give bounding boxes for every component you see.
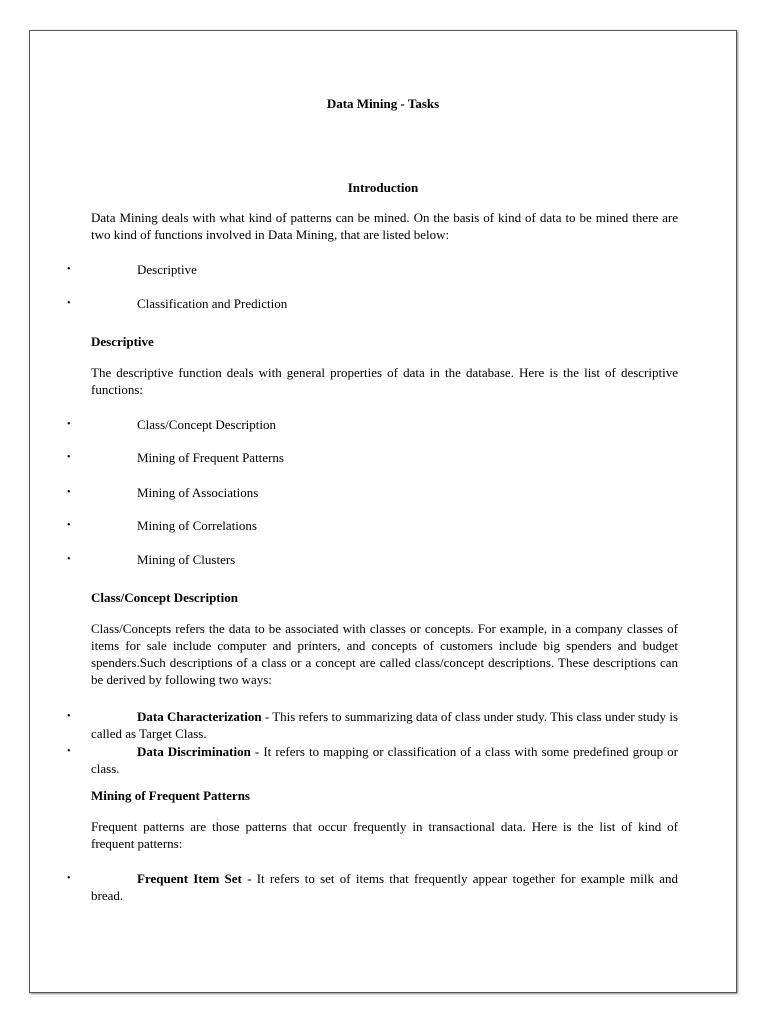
term: Frequent Item Set bbox=[137, 871, 242, 886]
frequent-patterns-paragraph: Frequent patterns are those patterns that occur frequently in transactional data. Here is the list of kind of frequent patterns: bbox=[91, 819, 678, 851]
descriptive-heading: Descriptive bbox=[91, 334, 154, 349]
list-item-text: Mining of Clusters bbox=[137, 552, 236, 567]
list-item-text: Descriptive bbox=[137, 262, 197, 277]
document-content bbox=[30, 31, 736, 992]
frequent-patterns-heading: Mining of Frequent Patterns bbox=[91, 788, 250, 803]
bullet-icon: • bbox=[67, 298, 71, 309]
list-item bbox=[60, 870, 678, 904]
bullet-icon: • bbox=[67, 873, 71, 884]
bullet-icon: • bbox=[67, 452, 71, 463]
bullet-icon: • bbox=[67, 746, 71, 757]
term-description: - It refers to mapping or classification of a class with some predefined group or class. bbox=[91, 744, 678, 776]
term-description: - This refers to summarizing data of class under study. This class under study is called as Target Class. bbox=[91, 709, 678, 741]
term-description: - It refers to set of items that frequently appear together for example milk and bread. bbox=[91, 871, 678, 903]
document-title: Data Mining - Tasks bbox=[326, 96, 440, 111]
bullet-icon: • bbox=[67, 264, 71, 275]
list-item-text: Class/Concept Description bbox=[137, 417, 277, 432]
list-item-text: Classification and Prediction bbox=[137, 296, 288, 311]
bullet-icon: • bbox=[67, 554, 71, 565]
descriptive-paragraph: The descriptive function deals with general properties of data in the database. Here is the list of descriptive functions: bbox=[91, 365, 678, 397]
intro-paragraph: Data Mining deals with what kind of patterns can be mined. On the basis of kind of data to be mined there are two kind of functions involved in Data Mining, that are listed below: bbox=[91, 210, 678, 242]
class-concept-heading: Class/Concept Description bbox=[91, 590, 238, 605]
list-item bbox=[60, 743, 678, 777]
term: Data Characterization bbox=[137, 709, 262, 724]
bullet-icon: • bbox=[67, 711, 71, 722]
list-item-body bbox=[91, 743, 678, 777]
class-concept-paragraph: Class/Concepts refers the data to be associated with classes or concepts. For example, in a company classes of items for sale include computer and printers, and concepts of customers include big spenders and budget spenders.Such descriptions of a class or a concept are called class/concept descriptions. These descriptions can be derived by following two ways: bbox=[91, 621, 678, 687]
list-item-text: Mining of Frequent Patterns bbox=[137, 450, 284, 465]
list-item-body bbox=[91, 870, 678, 904]
list-item-text: Mining of Associations bbox=[137, 485, 259, 500]
document-page bbox=[29, 30, 737, 993]
term: Data Discrimination bbox=[137, 744, 251, 759]
intro-heading: Introduction bbox=[347, 180, 419, 195]
bullet-icon: • bbox=[67, 520, 71, 531]
bullet-icon: • bbox=[67, 419, 71, 430]
list-item-text: Mining of Correlations bbox=[137, 518, 257, 533]
bullet-icon: • bbox=[67, 487, 71, 498]
list-item-body bbox=[91, 708, 678, 742]
list-item bbox=[60, 708, 678, 742]
